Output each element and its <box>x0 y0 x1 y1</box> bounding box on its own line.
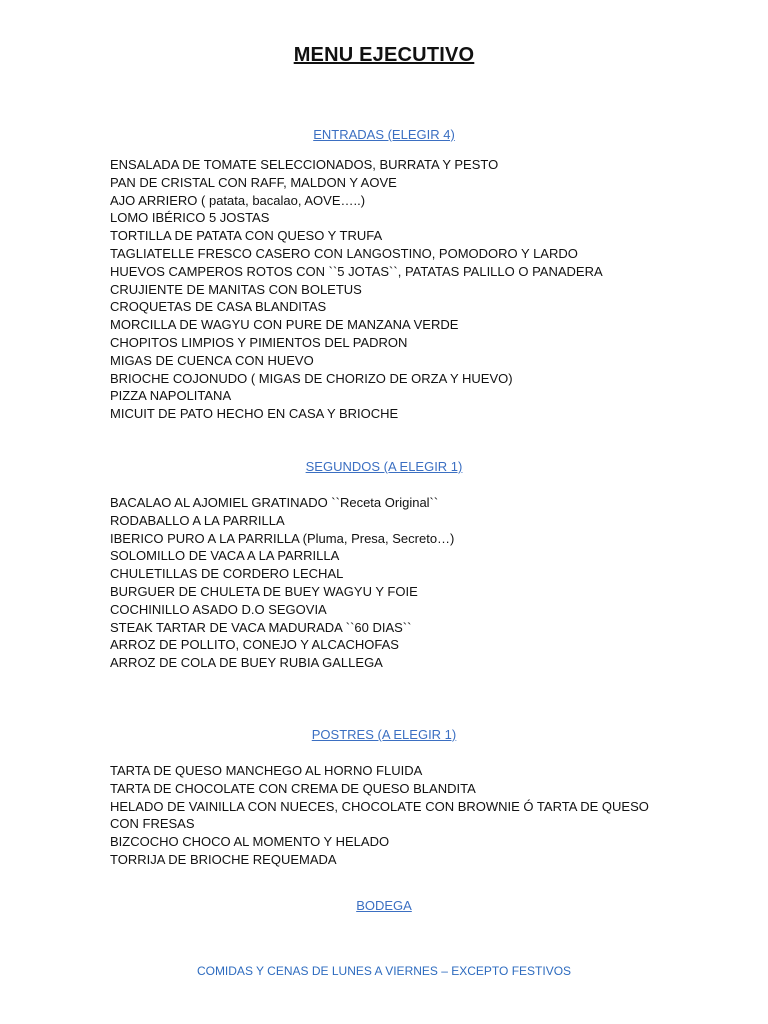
list-item: BACALAO AL AJOMIEL GRATINADO ``Receta Original`` <box>110 495 439 510</box>
list-item: TORTILLA DE PATATA CON QUESO Y TRUFA <box>110 228 383 244</box>
list-item: TARTA DE CHOCOLATE CON CREMA DE QUESO BLANDITA <box>110 780 476 796</box>
footer-note: COMIDAS Y CENAS DE LUNES A VIERNES – EXCEPTO FESTIVOS <box>196 964 572 978</box>
list-item: CRUJIENTE DE MANITAS CON BOLETUS <box>110 281 362 297</box>
segundos-heading-link[interactable]: SEGUNDOS (A ELEGIR 1) <box>305 459 463 474</box>
list-item: SOLOMILLO DE VACA A LA PARRILLA <box>110 548 340 564</box>
list-item: CHOPITOS LIMPIOS Y PIMIENTOS DEL PADRON <box>110 334 408 350</box>
list-item: IBERICO PURO A LA PARRILLA (Pluma, Presa, Secreto…) <box>110 530 455 546</box>
list-item: TORRIJA DE BRIOCHE REQUEMADA <box>110 851 337 867</box>
list-item: TARTA DE QUESO MANCHEGO AL HORNO FLUIDA <box>110 763 423 778</box>
list-item: LOMO IBÉRICO 5 JOSTAS <box>110 210 270 226</box>
list-item: MORCILLA DE WAGYU CON PURE DE MANZANA VERDE <box>110 317 459 333</box>
list-item: HUEVOS CAMPEROS ROTOS CON ``5 JOTAS``, PATATAS PALILLO O PANADERA <box>110 263 603 279</box>
segundos-list <box>110 494 690 672</box>
list-item: RODABALLO A LA PARRILLA <box>110 512 285 528</box>
postres-list <box>110 762 680 869</box>
list-item: MIGAS DE CUENCA CON HUEVO <box>110 352 314 368</box>
list-item: BRIOCHE COJONUDO ( MIGAS DE CHORIZO DE ORZA Y HUEVO) <box>110 370 513 386</box>
list-item: HELADO DE VAINILLA CON NUECES, CHOCOLATE CON BROWNIE Ó TARTA DE QUESO CON FRESAS <box>110 798 649 832</box>
list-item: AJO ARRIERO ( patata, bacalao, AOVE…..) <box>110 192 366 208</box>
bodega-link[interactable]: BODEGA <box>356 898 412 913</box>
list-item: TAGLIATELLE FRESCO CASERO CON LANGOSTINO, POMODORO Y LARDO <box>110 245 578 261</box>
list-item: CHULETILLAS DE CORDERO LECHAL <box>110 566 344 582</box>
list-item: PAN DE CRISTAL CON RAFF, MALDON Y AOVE <box>110 174 397 190</box>
list-item: STEAK TARTAR DE VACA MADURADA ``60 DIAS`` <box>110 619 412 635</box>
list-item: BIZCOCHO CHOCO AL MOMENTO Y HELADO <box>110 834 390 850</box>
postres-heading-link[interactable]: POSTRES (A ELEGIR 1) <box>311 727 457 742</box>
entradas-heading-link[interactable]: ENTRADAS (ELEGIR 4) <box>313 127 455 142</box>
list-item: ARROZ DE POLLITO, CONEJO Y ALCACHOFAS <box>110 637 399 653</box>
list-item: ARROZ DE COLA DE BUEY RUBIA GALLEGA <box>110 655 383 671</box>
list-item: MICUIT DE PATO HECHO EN CASA Y BRIOCHE <box>110 406 399 422</box>
list-item: ENSALADA DE TOMATE SELECCIONADOS, BURRATA Y PESTO <box>110 157 499 172</box>
page-title: MENU EJECUTIVO <box>293 44 475 66</box>
list-item: COCHINILLO ASADO D.O SEGOVIA <box>110 601 327 617</box>
list-item: BURGUER DE CHULETA DE BUEY WAGYU Y FOIE <box>110 583 418 599</box>
list-item: CROQUETAS DE CASA BLANDITAS <box>110 299 327 315</box>
entradas-list <box>110 156 690 423</box>
list-item: PIZZA NAPOLITANA <box>110 388 232 404</box>
